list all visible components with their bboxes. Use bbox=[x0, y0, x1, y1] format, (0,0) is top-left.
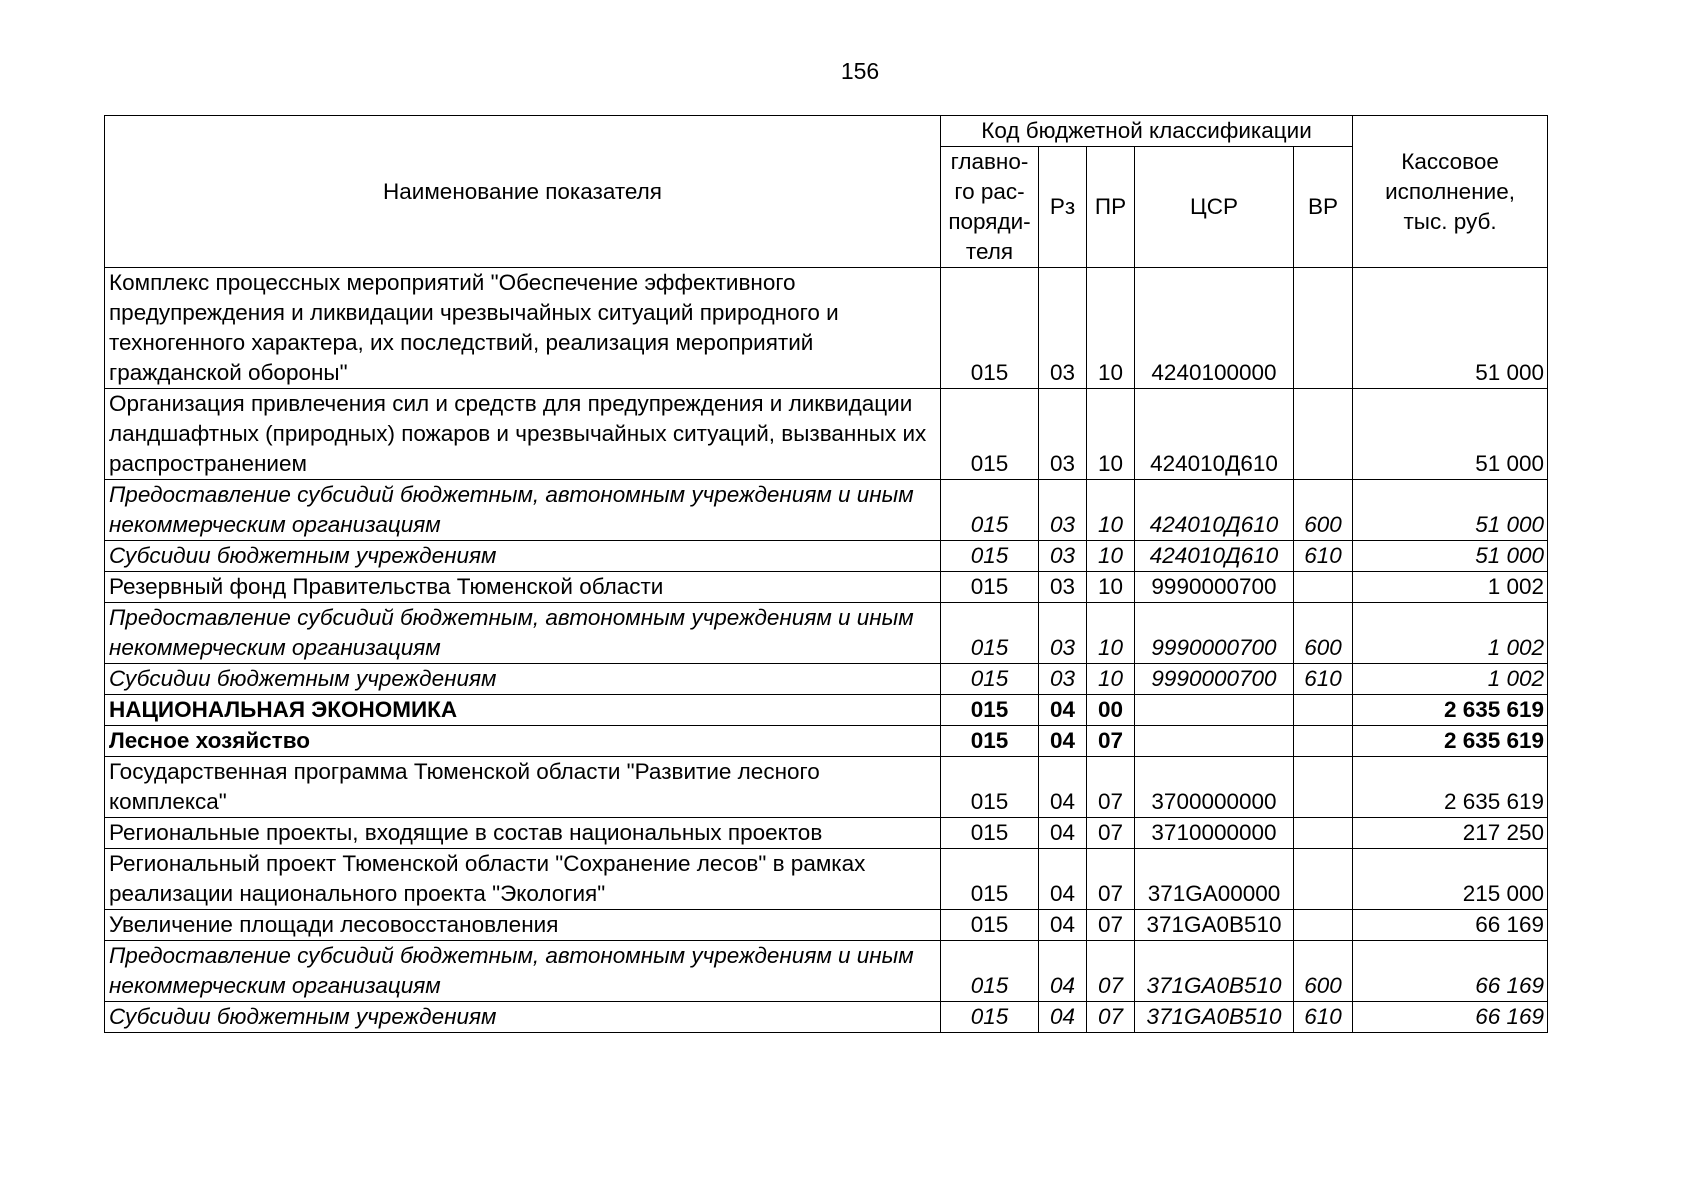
cell-pr: 07 bbox=[1087, 726, 1135, 757]
cell-vr: 600 bbox=[1294, 480, 1353, 541]
cell-rz: 04 bbox=[1039, 941, 1087, 1002]
cell-grbs: 015 bbox=[941, 757, 1039, 818]
cell-name: Субсидии бюджетным учреждениям bbox=[105, 541, 941, 572]
cell-amount: 2 635 619 bbox=[1353, 695, 1548, 726]
cell-name: Субсидии бюджетным учреждениям bbox=[105, 664, 941, 695]
cell-csr: 4240100000 bbox=[1135, 268, 1294, 389]
cell-amount: 1 002 bbox=[1353, 572, 1548, 603]
cell-grbs: 015 bbox=[941, 480, 1039, 541]
cell-rz: 03 bbox=[1039, 603, 1087, 664]
cell-grbs: 015 bbox=[941, 941, 1039, 1002]
cell-vr bbox=[1294, 910, 1353, 941]
cell-name: Комплекс процессных мероприятий "Обеспечение эффективного предупреждения и ликвидации чрезвычайных ситуаций природного и техногенного характера, их последствий, реализация мероприятий гражданской обороны" bbox=[105, 268, 941, 389]
table-row bbox=[105, 726, 1548, 757]
cell-name: Предоставление субсидий бюджетным, автономным учреждениям и иным некоммерческим организациям bbox=[105, 480, 941, 541]
header-pr: ПР bbox=[1087, 147, 1135, 268]
table-row bbox=[105, 664, 1548, 695]
cell-pr: 07 bbox=[1087, 849, 1135, 910]
cell-grbs: 015 bbox=[941, 818, 1039, 849]
cell-amount: 51 000 bbox=[1353, 389, 1548, 480]
cell-name: Региональные проекты, входящие в состав национальных проектов bbox=[105, 818, 941, 849]
table-row bbox=[105, 818, 1548, 849]
cell-grbs: 015 bbox=[941, 664, 1039, 695]
cell-csr: 424010Д610 bbox=[1135, 389, 1294, 480]
cell-name: НАЦИОНАЛЬНАЯ ЭКОНОМИКА bbox=[105, 695, 941, 726]
cell-name: Субсидии бюджетным учреждениям bbox=[105, 1002, 941, 1033]
cell-grbs: 015 bbox=[941, 726, 1039, 757]
cell-rz: 04 bbox=[1039, 910, 1087, 941]
cell-csr: 371GA0B510 bbox=[1135, 910, 1294, 941]
cell-grbs: 015 bbox=[941, 849, 1039, 910]
cell-pr: 10 bbox=[1087, 389, 1135, 480]
cell-csr: 9990000700 bbox=[1135, 664, 1294, 695]
cell-pr: 10 bbox=[1087, 572, 1135, 603]
cell-name: Региональный проект Тюменской области "Сохранение лесов" в рамках реализации национального проекта "Экология" bbox=[105, 849, 941, 910]
cell-pr: 07 bbox=[1087, 910, 1135, 941]
cell-csr: 9990000700 bbox=[1135, 603, 1294, 664]
table-body bbox=[105, 268, 1548, 1033]
table-row bbox=[105, 268, 1548, 389]
cell-vr: 600 bbox=[1294, 603, 1353, 664]
page-number: 156 bbox=[840, 58, 880, 84]
cell-amount: 51 000 bbox=[1353, 480, 1548, 541]
table-row bbox=[105, 757, 1548, 818]
cell-amount: 217 250 bbox=[1353, 818, 1548, 849]
cell-grbs: 015 bbox=[941, 572, 1039, 603]
header-vr: ВР bbox=[1294, 147, 1353, 268]
cell-vr: 610 bbox=[1294, 541, 1353, 572]
cell-grbs: 015 bbox=[941, 268, 1039, 389]
cell-vr bbox=[1294, 572, 1353, 603]
cell-name: Резервный фонд Правительства Тюменской области bbox=[105, 572, 941, 603]
cell-pr: 10 bbox=[1087, 480, 1135, 541]
cell-rz: 03 bbox=[1039, 664, 1087, 695]
cell-amount: 66 169 bbox=[1353, 910, 1548, 941]
cell-csr: 424010Д610 bbox=[1135, 480, 1294, 541]
cell-csr bbox=[1135, 726, 1294, 757]
cell-name: Предоставление субсидий бюджетным, автономным учреждениям и иным некоммерческим организациям bbox=[105, 941, 941, 1002]
cell-rz: 04 bbox=[1039, 849, 1087, 910]
table-row bbox=[105, 389, 1548, 480]
cell-csr: 371GA0B510 bbox=[1135, 1002, 1294, 1033]
cell-rz: 03 bbox=[1039, 541, 1087, 572]
table-row bbox=[105, 941, 1548, 1002]
cell-vr bbox=[1294, 726, 1353, 757]
table-row bbox=[105, 1002, 1548, 1033]
cell-rz: 03 bbox=[1039, 480, 1087, 541]
header-csr: ЦСР bbox=[1135, 147, 1294, 268]
cell-csr: 3710000000 bbox=[1135, 818, 1294, 849]
cell-grbs: 015 bbox=[941, 603, 1039, 664]
cell-pr: 10 bbox=[1087, 664, 1135, 695]
cell-rz: 03 bbox=[1039, 268, 1087, 389]
cell-amount: 1 002 bbox=[1353, 603, 1548, 664]
cell-name: Увеличение площади лесовосстановления bbox=[105, 910, 941, 941]
cell-name: Государственная программа Тюменской области "Развитие лесного комплекса" bbox=[105, 757, 941, 818]
cell-vr bbox=[1294, 389, 1353, 480]
cell-amount: 66 169 bbox=[1353, 1002, 1548, 1033]
cell-csr: 424010Д610 bbox=[1135, 541, 1294, 572]
header-amount: Кассовое исполнение, тыс. руб. bbox=[1353, 116, 1548, 268]
cell-rz: 04 bbox=[1039, 1002, 1087, 1033]
header-classification-group: Код бюджетной классификации bbox=[941, 116, 1353, 147]
cell-amount: 2 635 619 bbox=[1353, 757, 1548, 818]
cell-vr: 610 bbox=[1294, 664, 1353, 695]
cell-name: Организация привлечения сил и средств для предупреждения и ликвидации ландшафтных (природных) пожаров и чрезвычайных ситуаций, вызванных их распространением bbox=[105, 389, 941, 480]
table-row bbox=[105, 541, 1548, 572]
cell-pr: 07 bbox=[1087, 941, 1135, 1002]
cell-pr: 07 bbox=[1087, 1002, 1135, 1033]
cell-vr bbox=[1294, 695, 1353, 726]
cell-rz: 04 bbox=[1039, 695, 1087, 726]
cell-rz: 04 bbox=[1039, 757, 1087, 818]
cell-amount: 1 002 bbox=[1353, 664, 1548, 695]
cell-vr bbox=[1294, 849, 1353, 910]
cell-grbs: 015 bbox=[941, 541, 1039, 572]
cell-rz: 04 bbox=[1039, 726, 1087, 757]
cell-amount: 51 000 bbox=[1353, 268, 1548, 389]
cell-amount: 51 000 bbox=[1353, 541, 1548, 572]
table-header bbox=[105, 116, 1548, 268]
cell-csr bbox=[1135, 695, 1294, 726]
cell-vr: 610 bbox=[1294, 1002, 1353, 1033]
table-row bbox=[105, 910, 1548, 941]
cell-rz: 04 bbox=[1039, 818, 1087, 849]
header-grbs: главно-го рас-поряди-теля bbox=[941, 147, 1039, 268]
header-rz: Рз bbox=[1039, 147, 1087, 268]
table-row bbox=[105, 480, 1548, 541]
cell-rz: 03 bbox=[1039, 389, 1087, 480]
cell-vr bbox=[1294, 268, 1353, 389]
cell-amount: 2 635 619 bbox=[1353, 726, 1548, 757]
cell-vr: 600 bbox=[1294, 941, 1353, 1002]
table-row bbox=[105, 849, 1548, 910]
cell-vr bbox=[1294, 757, 1353, 818]
cell-csr: 3700000000 bbox=[1135, 757, 1294, 818]
cell-grbs: 015 bbox=[941, 1002, 1039, 1033]
cell-csr: 371GA00000 bbox=[1135, 849, 1294, 910]
cell-pr: 10 bbox=[1087, 541, 1135, 572]
table-row bbox=[105, 603, 1548, 664]
cell-grbs: 015 bbox=[941, 910, 1039, 941]
cell-pr: 10 bbox=[1087, 603, 1135, 664]
cell-amount: 66 169 bbox=[1353, 941, 1548, 1002]
budget-table bbox=[104, 115, 1548, 1033]
cell-name: Предоставление субсидий бюджетным, автономным учреждениям и иным некоммерческим организациям bbox=[105, 603, 941, 664]
cell-grbs: 015 bbox=[941, 389, 1039, 480]
cell-pr: 07 bbox=[1087, 818, 1135, 849]
cell-pr: 10 bbox=[1087, 268, 1135, 389]
header-name: Наименование показателя bbox=[105, 116, 941, 268]
cell-pr: 00 bbox=[1087, 695, 1135, 726]
cell-pr: 07 bbox=[1087, 757, 1135, 818]
cell-csr: 371GA0B510 bbox=[1135, 941, 1294, 1002]
table-row bbox=[105, 572, 1548, 603]
cell-name: Лесное хозяйство bbox=[105, 726, 941, 757]
cell-rz: 03 bbox=[1039, 572, 1087, 603]
cell-csr: 9990000700 bbox=[1135, 572, 1294, 603]
cell-vr bbox=[1294, 818, 1353, 849]
cell-amount: 215 000 bbox=[1353, 849, 1548, 910]
table-row bbox=[105, 695, 1548, 726]
cell-grbs: 015 bbox=[941, 695, 1039, 726]
